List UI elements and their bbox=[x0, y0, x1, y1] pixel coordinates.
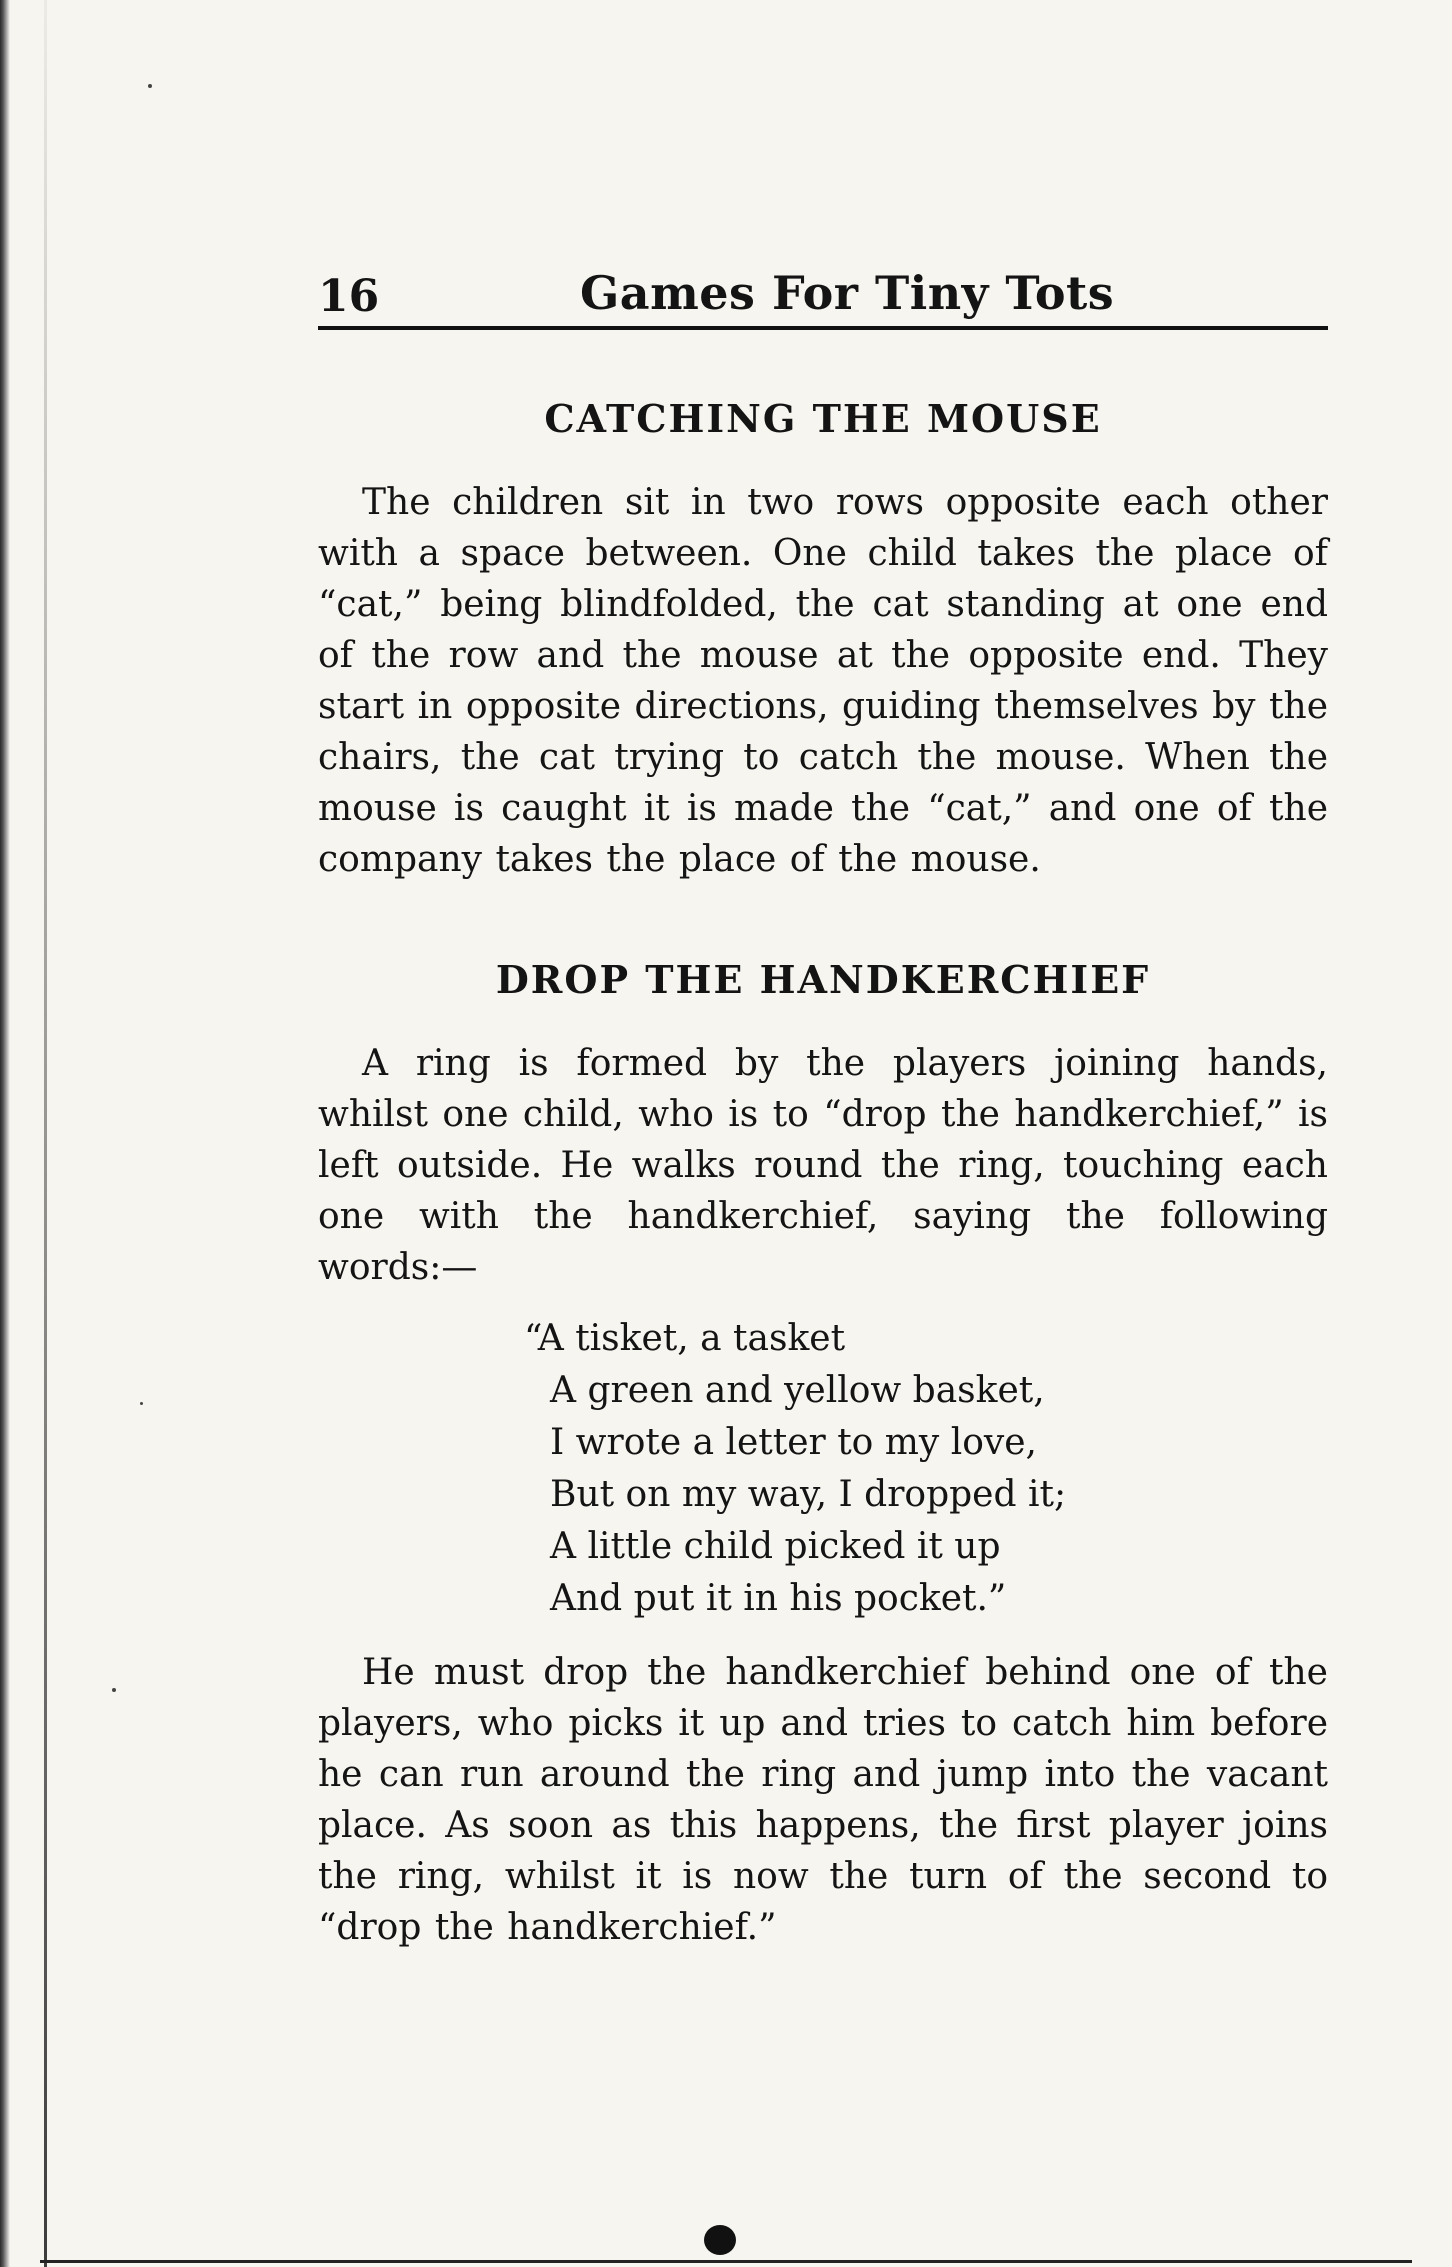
verse-line: “A tisket, a tasket bbox=[524, 1318, 846, 1359]
rhyme-verse bbox=[524, 1313, 1328, 1625]
section-paragraph: The children sit in two rows opposite each other with a space between. One child takes the place of “cat,” being blindfolded, the cat standing at one end of the row and the mouse at the opposite end. They start in opposite directions, guiding themselves by the chairs, the cat trying to catch the mouse. When the mouse is caught it is made the “cat,” and one of the company takes the place of the mouse. bbox=[318, 482, 1328, 880]
paper-speck bbox=[140, 1402, 143, 1405]
page-edge-shadow bbox=[0, 0, 10, 2267]
paper-speck bbox=[112, 1688, 116, 1692]
verse-line: I wrote a letter to my love, bbox=[550, 1422, 1037, 1463]
verse-line: A little child picked it up bbox=[550, 1526, 1001, 1567]
section-paragraph-conclusion: He must drop the handkerchief behind one of the players, who picks it up and tries to catch him before he can run around the ring and jump into the vacant place. As soon as this happens, the first player joins the ring, whilst it is now the turn of the second to “drop the handkerchief.” bbox=[318, 1652, 1328, 1948]
running-head bbox=[318, 268, 1328, 330]
verse-line: But on my way, I dropped it; bbox=[550, 1474, 1067, 1515]
paper-speck bbox=[148, 84, 152, 88]
section-title-drop-the-handkerchief: DROP THE HANDKERCHIEF bbox=[495, 957, 1151, 1002]
section-title-catching-the-mouse: CATCHING THE MOUSE bbox=[544, 396, 1102, 441]
page-content bbox=[318, 268, 1328, 1953]
page-binding-line bbox=[44, 0, 47, 2267]
page-bottom-edge bbox=[40, 2260, 1412, 2263]
section-paragraph-intro: A ring is formed by the players joining hands, whilst one child, who is to “drop the handkerchief,” is left outside. He walks round the ring, touching each one with the handkerchief, saying the following words:— bbox=[318, 1043, 1328, 1288]
book-title: Games For Tiny Tots bbox=[580, 266, 1115, 320]
ink-blot bbox=[704, 2225, 736, 2255]
page-number: 16 bbox=[318, 271, 380, 322]
verse-line: A green and yellow basket, bbox=[550, 1370, 1045, 1411]
verse-line: And put it in his pocket.” bbox=[550, 1578, 1007, 1619]
